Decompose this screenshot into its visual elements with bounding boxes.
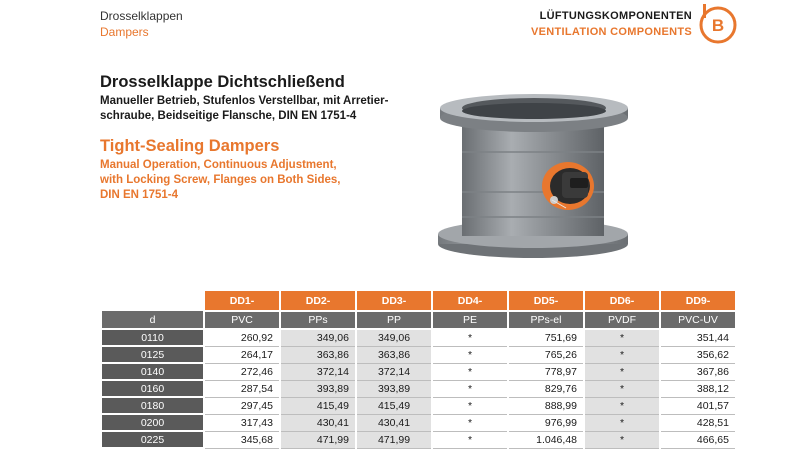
brand-de: LÜFTUNGSKOMPONENTEN <box>539 10 692 22</box>
price-cell: * <box>584 363 660 380</box>
price-cell: * <box>584 329 660 346</box>
price-cell: 345,68 <box>204 431 280 448</box>
price-cell: 287,54 <box>204 380 280 397</box>
price-cell: * <box>432 346 508 363</box>
section-header <box>100 8 183 40</box>
price-cell: * <box>432 397 508 414</box>
price-cell: 430,41 <box>280 414 356 431</box>
diameter-cell: 0140 <box>102 363 204 380</box>
price-cell: 430,41 <box>356 414 432 431</box>
table-row <box>102 397 736 414</box>
brand-header <box>531 8 692 40</box>
logo-letter: B <box>711 16 725 35</box>
brand-en: VENTILATION COMPONENTS <box>530 26 692 38</box>
material-header: PPs <box>280 311 356 329</box>
price-cell: 393,89 <box>356 380 432 397</box>
subtitle-en-line1: Manual Operation, Continuous Adjustment, <box>100 159 337 171</box>
price-cell: * <box>432 380 508 397</box>
code-header: DD6- <box>584 291 660 311</box>
price-cell: * <box>584 380 660 397</box>
diameter-cell: 0225 <box>102 431 204 448</box>
price-cell: * <box>584 397 660 414</box>
price-cell: 471,99 <box>280 431 356 448</box>
damper-product-image <box>430 92 650 272</box>
table-row <box>102 380 736 397</box>
price-cell: 466,65 <box>660 431 736 448</box>
price-cell: 372,14 <box>356 363 432 380</box>
price-cell: 372,14 <box>280 363 356 380</box>
table-corner <box>102 291 204 311</box>
price-cell: 829,76 <box>508 380 584 397</box>
price-cell: 778,97 <box>508 363 584 380</box>
category-de: Drosselklappen <box>100 9 183 23</box>
price-cell: 260,92 <box>204 329 280 346</box>
diameter-header: d <box>102 311 204 329</box>
table-code-row <box>102 291 736 311</box>
material-header: PVC <box>204 311 280 329</box>
diameter-cell: 0200 <box>102 414 204 431</box>
brand-logo-icon <box>697 2 739 44</box>
price-cell: 367,86 <box>660 363 736 380</box>
price-cell: 356,62 <box>660 346 736 363</box>
product-title-de: Drosselklappe Dichtschließend <box>100 73 345 91</box>
subtitle-en-line2: with Locking Screw, Flanges on Both Sides, <box>100 174 341 186</box>
price-cell: 765,26 <box>508 346 584 363</box>
price-cell: * <box>584 414 660 431</box>
table-row <box>102 346 736 363</box>
subtitle-de-line2: schraube, Beidseitige Flansche, DIN EN 1751-4 <box>100 110 357 122</box>
price-cell: 363,86 <box>280 346 356 363</box>
price-cell: 349,06 <box>280 329 356 346</box>
price-cell: 297,45 <box>204 397 280 414</box>
table-row <box>102 414 736 431</box>
product-title-block <box>100 72 440 203</box>
code-header: DD4- <box>432 291 508 311</box>
price-cell: 349,06 <box>356 329 432 346</box>
price-cell: 1.046,48 <box>508 431 584 448</box>
price-cell: * <box>432 329 508 346</box>
price-cell: * <box>432 363 508 380</box>
price-cell: 415,49 <box>356 397 432 414</box>
product-subtitle-en <box>100 158 440 203</box>
price-cell: * <box>584 431 660 448</box>
price-cell: 976,99 <box>508 414 584 431</box>
material-header: PVDF <box>584 311 660 329</box>
material-header: PVC-UV <box>660 311 736 329</box>
price-cell: * <box>432 414 508 431</box>
material-header: PPs-el <box>508 311 584 329</box>
diameter-cell: 0160 <box>102 380 204 397</box>
price-cell: 317,43 <box>204 414 280 431</box>
table-row <box>102 363 736 380</box>
price-cell: 415,49 <box>280 397 356 414</box>
code-header: DD1- <box>204 291 280 311</box>
price-cell: 428,51 <box>660 414 736 431</box>
price-cell: 401,57 <box>660 397 736 414</box>
table-material-row <box>102 311 736 329</box>
diameter-cell: 0125 <box>102 346 204 363</box>
diameter-cell: 0180 <box>102 397 204 414</box>
price-cell: 388,12 <box>660 380 736 397</box>
price-cell: * <box>584 346 660 363</box>
material-header: PE <box>432 311 508 329</box>
table-row <box>102 329 736 346</box>
product-subtitle-de <box>100 94 440 124</box>
price-cell: 751,69 <box>508 329 584 346</box>
price-cell: 264,17 <box>204 346 280 363</box>
code-header: DD9- <box>660 291 736 311</box>
price-cell: 363,86 <box>356 346 432 363</box>
table-row <box>102 431 736 448</box>
price-cell: 888,99 <box>508 397 584 414</box>
price-cell: 272,46 <box>204 363 280 380</box>
subtitle-de-line1: Manueller Betrieb, Stufenlos Verstellbar, mit Arretier- <box>100 95 389 107</box>
price-cell: 351,44 <box>660 329 736 346</box>
code-header: DD2- <box>280 291 356 311</box>
subtitle-en-line3: DIN EN 1751-4 <box>100 189 178 201</box>
price-cell: * <box>432 431 508 448</box>
material-header: PP <box>356 311 432 329</box>
price-cell: 393,89 <box>280 380 356 397</box>
price-table <box>102 291 737 449</box>
price-cell: 471,99 <box>356 431 432 448</box>
code-header: DD5- <box>508 291 584 311</box>
product-title-en: Tight-Sealing Dampers <box>100 137 280 155</box>
code-header: DD3- <box>356 291 432 311</box>
diameter-cell: 0110 <box>102 329 204 346</box>
category-en: Dampers <box>100 25 149 39</box>
